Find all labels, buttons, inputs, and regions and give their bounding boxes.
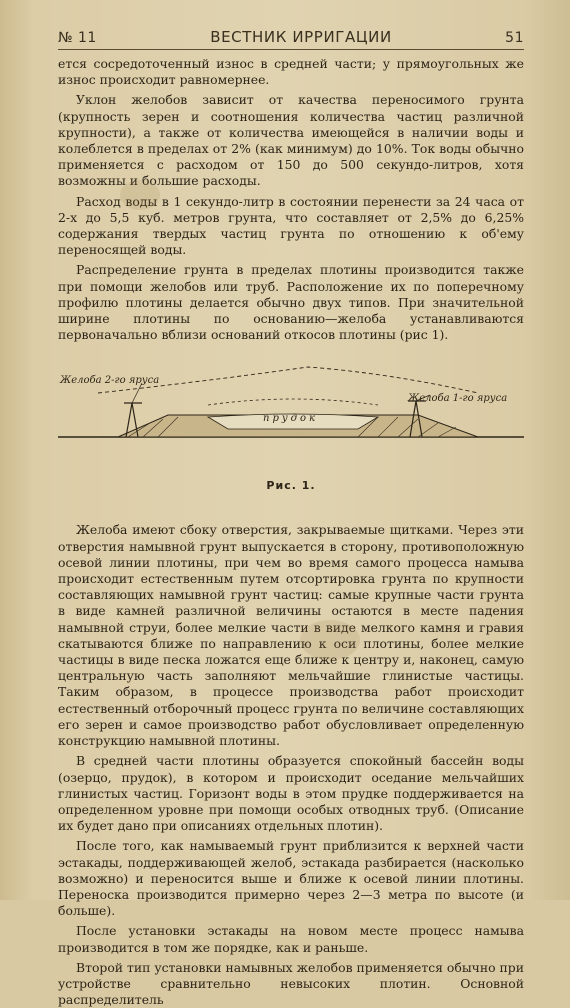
running-header — [58, 28, 524, 50]
paragraph: ется сосредоточенный износ в средней части; у прямоугольных же износ происходит равномернее. — [58, 56, 524, 88]
label-pond: прудок — [263, 413, 318, 425]
dam-cross-section-figure — [58, 353, 524, 473]
label-upper-tier-chutes: Желоба 2-го яруса — [60, 375, 160, 387]
journal-title: ВЕСТНИК ИРРИГАЦИИ — [210, 28, 392, 46]
paragraph: Второй тип установки намывных желобов применяется обычно при устройстве сравнительно невысоких плотин. Основной распределитель — [58, 959, 524, 1008]
paragraph: Расход воды в 1 секундо-литр в состоянии перенести за 24 часа от 2-х до 5,5 куб. метров грунта, что составляет от 2,5% до 6,25% содержания твердых частиц грунта по отношению к об'ему переносящей воды. — [58, 193, 524, 258]
issue-number: № 11 — [58, 30, 97, 46]
text-block-bottom — [58, 522, 524, 1008]
paragraph: После того, как намываемый грунт приблизится к верхней части эстакады, поддерживающей желоб, эстакада разбирается (насколько возможно) и переносится выше и ближе к осевой линии плотины. Переноска производится примерно через 2—3 метра по высоте (и больше). — [58, 838, 524, 919]
figure-caption: Рис. 1. — [266, 479, 316, 493]
paragraph: В средней части плотины образуется спокойный бассейн воды (озерцо, прудок), в котором и происходит оседание мельчайших глинистых частиц. Горизонт воды в этом прудке поддерживается на определенном уровне при помощи особых отводных труб. (Описание их будет дано при описаниях отдельных плотин). — [58, 753, 524, 834]
paragraph: После установки эстакады на новом месте процесс намыва производится в том же порядке, как и раньше. — [58, 923, 524, 955]
label-lower-tier-chutes: Желоба 1-го яруса — [408, 393, 508, 405]
paper-stain — [120, 180, 160, 210]
paragraph: Желоба имеют сбоку отверстия, закрываемые щитками. Через эти отверстия намывной грунт выпускается в сторону, противоположную осевой линии плотины, при чем во время самого процесса намыва происходит естественным путем отсортировка грунта по крупности составляющих намывной грунт частиц: самые крупные части грунта в виде камней различной величины остаются в месте падения намывной струи, более мелкие части в виде мелкого камня и гравия скатываются ближе по направлению к оси плотины, более мелкие частицы в виде песка ложатся еще ближе к центру и, наконец, самую центральную часть заполняют мельчайшие глинистые частицы. Таким образом, в процессе производства работ происходит естественный отборочный процесс грунта по величине составляющих его зерен и самое производство работ обусловливает определенную конструкцию намывной плотины. — [58, 522, 524, 749]
paragraph: Уклон желобов зависит от качества переносимого грунта (крупность зерен и соотношения количества частиц различной крупности), а также от количества имеющейся в наличии воды и колеблется в пределах от 2% (как минимум) до 10%. Ток воды обычно применяется с расходом от 150 до 500 секундо-литров, хотя возможны и большие расходы. — [58, 92, 524, 189]
middle-profile-dashed — [208, 399, 378, 405]
page-number: 51 — [505, 30, 524, 46]
paper-stain — [300, 620, 360, 660]
leader-left — [132, 383, 142, 403]
paragraph: Распределение грунта в пределах плотины производится также при помощи желобов или труб. Расположение их по поперечному профилю плотины делается обычно двух типов. При значительной ширине плотины по основанию—желоба устанавливаются первоначально вблизи оснований откосов плотины (рис 1). — [58, 262, 524, 343]
